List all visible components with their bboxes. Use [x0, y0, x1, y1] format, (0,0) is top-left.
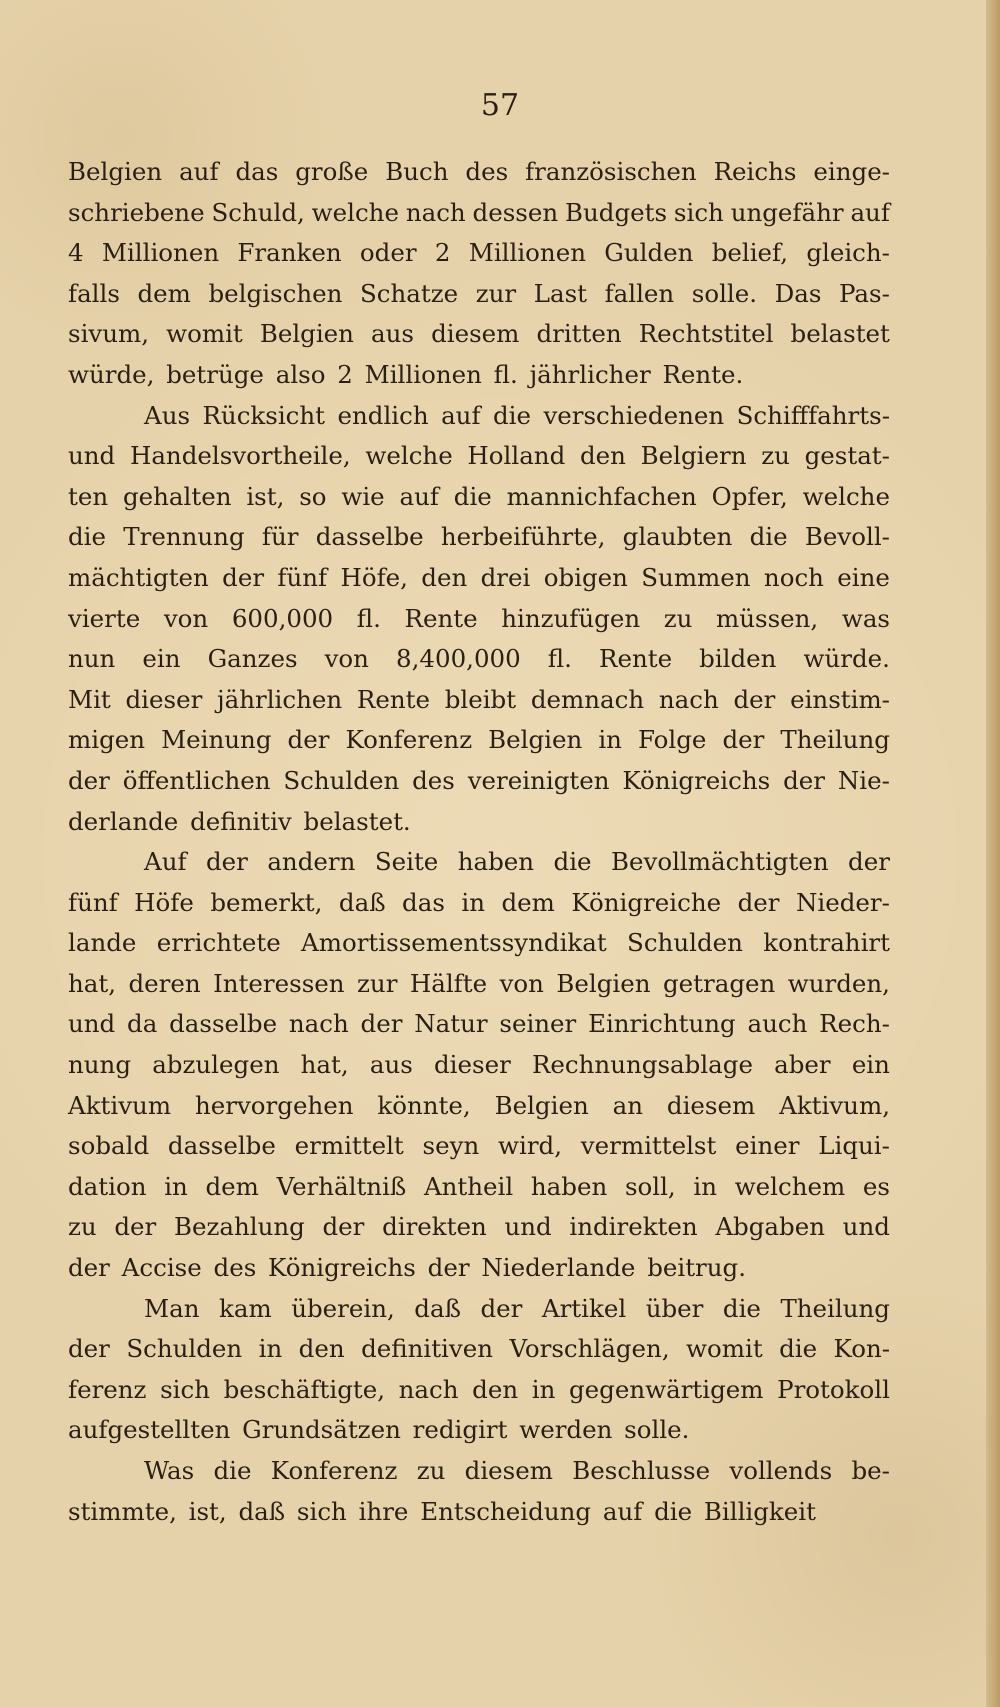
text-line: Man kam überein, daß der Artikel über die Theilung	[144, 1293, 890, 1323]
page-number: 57	[480, 88, 520, 123]
text-line: ferenz sich beschäftigte, nach den in gegenwärtigem Protokoll	[68, 1374, 890, 1404]
text-line: falls dem belgischen Schatze zur Last fallen solle. Das Pas-	[68, 278, 890, 308]
page-edge	[986, 0, 1000, 1707]
text-line: hat, deren Interessen zur Hälfte von Belgien getragen wurden,	[68, 968, 890, 998]
text-line: nun ein Ganzes von 8,400,000 fl. Rente bilden würde.	[68, 644, 890, 674]
text-line: sivum, womit Belgien aus diesem dritten Rechtstitel belastet	[68, 319, 890, 349]
text-line: und Handelsvortheile, welche Holland den Belgiern zu gestat-	[68, 441, 890, 471]
text-line: schriebene Schuld, welche nach dessen Budgets sich ungefähr auf	[68, 197, 890, 227]
text-line: lande errichtete Amortissementssyndikat Schulden kontrahirt	[68, 928, 890, 958]
text-line: mächtigten der fünf Höfe, den drei obigen Summen noch eine	[68, 562, 890, 592]
text-line: Belgien auf das große Buch des französischen Reichs einge-	[68, 157, 890, 186]
paragraph	[68, 1451, 890, 1532]
paragraph	[68, 842, 890, 1289]
text-line: Aktivum hervorgehen könnte, Belgien an diesem Aktivum,	[68, 1090, 890, 1120]
text-line: Was die Konferenz zu diesem Beschlusse vollends be-	[144, 1456, 890, 1485]
text-line: 4 Millionen Franken oder 2 Millionen Gulden belief, gleich-	[68, 238, 890, 268]
text-line: stimmte, ist, daß sich ihre Entscheidung auf die Billigkeit	[68, 1496, 816, 1526]
text-line: migen Meinung der Konferenz Belgien in Folge der Theilung	[68, 725, 890, 755]
text-line: aufgestellten Grundsätzen redigirt werden solle.	[68, 1415, 690, 1445]
text-line: ten gehalten ist, so wie auf die mannichfachen Opfer, welche	[68, 481, 890, 511]
text-line: vierte von 600,000 fl. Rente hinzufügen zu müssen, was	[68, 603, 890, 633]
paragraph	[68, 152, 890, 396]
text-line: der öffentlichen Schulden des vereinigten Königreichs der Nie-	[68, 765, 890, 795]
body-text	[68, 152, 890, 1532]
text-line: würde, betrüge also 2 Millionen fl. jährlicher Rente.	[68, 359, 744, 389]
text-line: Aus Rücksicht endlich auf die verschiedenen Schifffahrts-	[144, 400, 890, 430]
text-line: die Trennung für dasselbe herbeiführte, glaubten die Bevoll-	[68, 522, 890, 552]
text-line: dation in dem Verhältniß Antheil haben soll, in welchem es	[68, 1171, 890, 1201]
paragraph	[68, 396, 890, 843]
text-line: derlande definitiv belastet.	[68, 806, 411, 836]
text-line: sobald dasselbe ermittelt seyn wird, vermittelst einer Liqui-	[68, 1131, 890, 1161]
text-line: der Schulden in den definitiven Vorschlägen, womit die Kon-	[68, 1334, 890, 1364]
paragraph	[68, 1289, 890, 1451]
text-line: Mit dieser jährlichen Rente bleibt demnach nach der einstim-	[68, 684, 890, 714]
text-line: Auf der andern Seite haben die Bevollmächtigten der	[144, 847, 890, 877]
text-line: zu der Bezahlung der direkten und indirekten Abgaben und	[68, 1212, 890, 1242]
text-line: und da dasselbe nach der Natur seiner Einrichtung auch Rech-	[68, 1009, 890, 1039]
text-line: fünf Höfe bemerkt, daß das in dem Königreiche der Nieder-	[68, 887, 890, 917]
text-line: der Accise des Königreichs der Niederlande beitrug.	[68, 1253, 747, 1283]
text-line: nung abzulegen hat, aus dieser Rechnungsablage aber ein	[68, 1050, 890, 1080]
